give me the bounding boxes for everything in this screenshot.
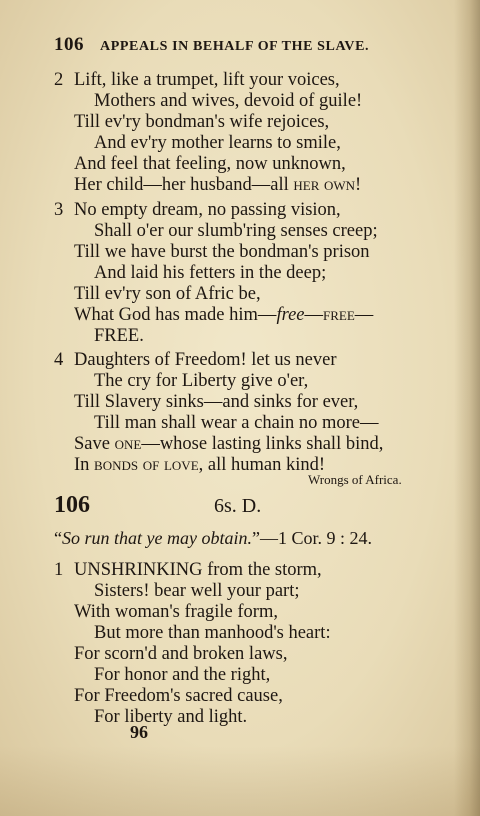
verse-line: Till ev'ry son of Afric be, <box>74 284 261 304</box>
scripture-reference: “So run that ye may obtain.”—1 Cor. 9 : 24. <box>54 528 372 548</box>
verse-line: Save one—whose lasting links shall bind, <box>74 434 384 454</box>
verse-line: But more than manhood's heart: <box>94 623 331 643</box>
verse-line: Till ev'ry bondman's wife rejoices, <box>74 112 330 132</box>
verse-line: 2 Lift, like a trumpet, lift your voices, <box>54 70 340 90</box>
first-word-caps: UNSHRINKING <box>74 560 203 580</box>
verse-line: What God has made him—free—free— <box>74 305 374 325</box>
stanza-4 <box>54 350 449 476</box>
hymn-106-heading <box>54 492 444 522</box>
verse-line: 1 UNSHRINKING from the storm, <box>54 560 322 580</box>
verse-line: With woman's fragile form, <box>74 602 278 622</box>
verse-line: For honor and the right, <box>94 665 271 685</box>
verse-line: Till we have burst the bondman's prison <box>74 242 370 262</box>
verse-line: The cry for Liberty give o'er, <box>94 371 309 391</box>
verse-line: In bonds of love, all human kind! <box>74 455 326 475</box>
folio-number: 96 <box>130 722 148 742</box>
stanza-number: 1 <box>54 560 64 580</box>
free-small-caps: —free— <box>304 305 374 325</box>
verse-line: And feel that feeling, now unknown, <box>74 154 346 174</box>
stanza-3 <box>54 200 449 347</box>
scripture-quote: So run that ye may obtain. <box>62 528 252 548</box>
verse-line: Till man shall wear a chain no more— <box>94 413 379 433</box>
header-page-number: 106 <box>54 34 84 55</box>
verse-line: For scorn'd and broken laws, <box>74 644 288 664</box>
emphasis-her-own: her own <box>293 175 356 195</box>
hymn-attribution: Wrongs of Africa. <box>308 472 402 487</box>
hymn-meter: 6s. D. <box>214 495 262 517</box>
emphasis-bonds-of-love: bonds of love <box>94 455 199 475</box>
verse-line: Till Slavery sinks—and sinks for ever, <box>74 392 359 412</box>
header-running-title: APPEALS IN BEHALF OF THE SLAVE. <box>100 39 370 54</box>
verse-line: Mothers and wives, devoid of guile! <box>94 91 363 111</box>
verse-line: And ev'ry mother learns to smile, <box>94 133 341 153</box>
stanza-number: 4 <box>54 350 64 370</box>
verse-line: For Freedom's sacred cause, <box>74 686 283 706</box>
page-spine-shadow <box>454 0 480 816</box>
page-bottom-shadow <box>0 746 480 816</box>
free-italic: free <box>276 305 305 325</box>
hymn-106-stanza-1 <box>54 560 449 728</box>
stanza-2 <box>54 70 449 196</box>
hymn-number: 106 <box>54 492 90 518</box>
verse-line: 3 No empty dream, no passing vision, <box>54 200 341 220</box>
verse-line: Sisters! bear well your part; <box>94 581 300 601</box>
verse-line: Shall o'er our slumb'ring senses creep; <box>94 221 378 241</box>
emphasis-one: one <box>114 434 142 454</box>
verse-line: FREE. <box>94 326 144 346</box>
stanza-number: 3 <box>54 200 64 220</box>
verse-line: 4 Daughters of Freedom! let us never <box>54 350 337 370</box>
running-header <box>54 34 424 56</box>
verse-line: For liberty and light. <box>94 707 248 727</box>
verse-line: Her child—her husband—all her own! <box>74 175 362 195</box>
verse-line: And laid his fetters in the deep; <box>94 263 327 283</box>
stanza-number: 2 <box>54 70 64 90</box>
